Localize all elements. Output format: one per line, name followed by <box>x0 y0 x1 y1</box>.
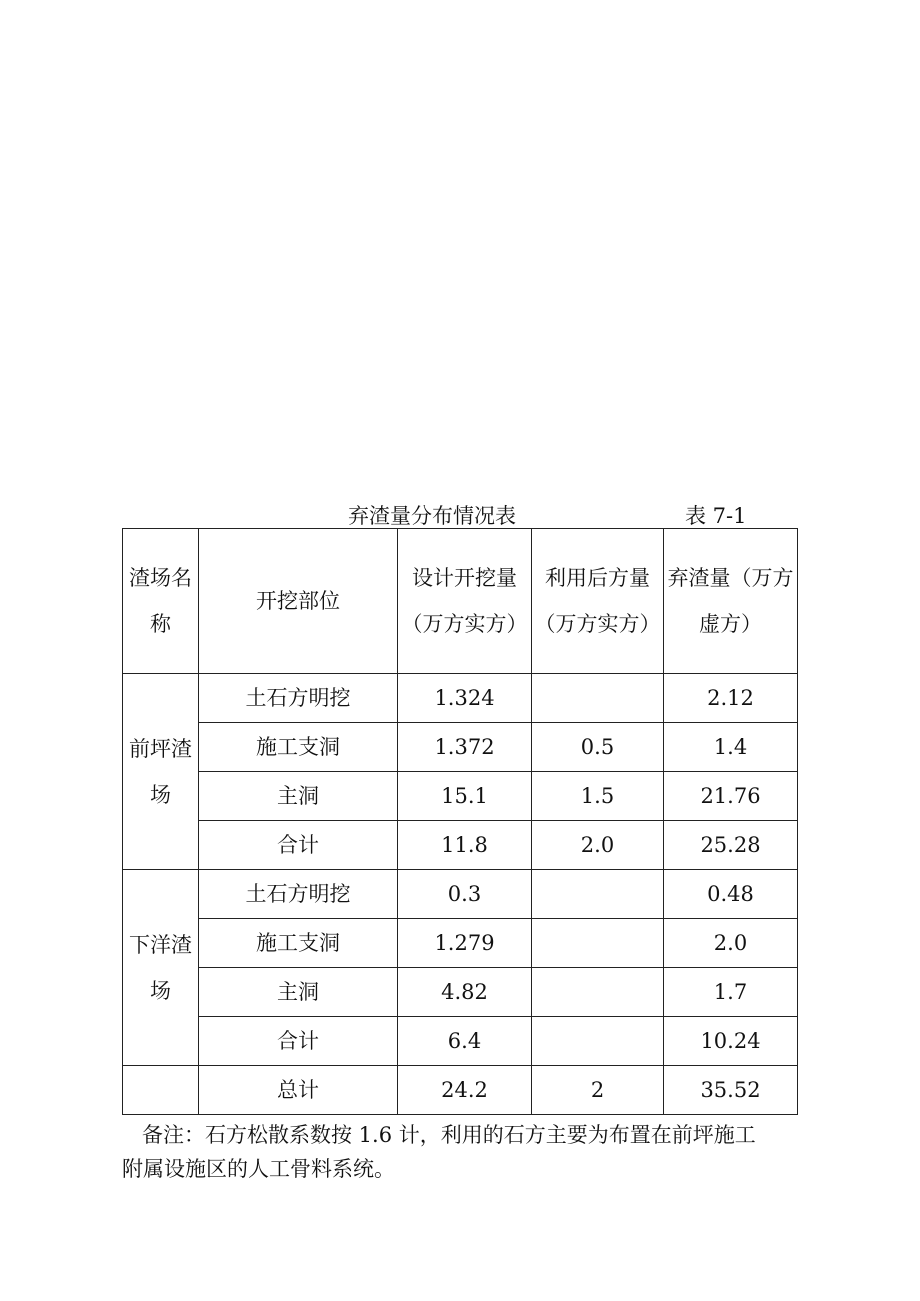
site-cell: 下洋渣场 <box>123 870 199 1066</box>
design-cell: 15.1 <box>398 772 532 821</box>
waste-distribution-table <box>122 528 798 1115</box>
design-cell: 1.372 <box>398 723 532 772</box>
part-cell: 施工支洞 <box>199 723 398 772</box>
waste-cell: 21.76 <box>664 772 798 821</box>
part-cell: 土石方明挖 <box>199 674 398 723</box>
table-row <box>123 723 798 772</box>
design-cell: 1.324 <box>398 674 532 723</box>
part-cell: 合计 <box>199 1017 398 1066</box>
header-row <box>123 529 798 674</box>
design-cell: 4.82 <box>398 968 532 1017</box>
site-cell: 前坪渣场 <box>123 674 199 870</box>
waste-cell: 35.52 <box>664 1066 798 1115</box>
site-cell <box>123 1066 199 1115</box>
waste-cell: 25.28 <box>664 821 798 870</box>
after-cell: 0.5 <box>532 723 664 772</box>
part-cell: 合计 <box>199 821 398 870</box>
design-cell: 11.8 <box>398 821 532 870</box>
design-cell: 1.279 <box>398 919 532 968</box>
after-cell <box>532 919 664 968</box>
table-row <box>123 674 798 723</box>
after-cell <box>532 870 664 919</box>
waste-cell: 1.7 <box>664 968 798 1017</box>
header-waste: 弃渣量（万方虚方） <box>664 529 798 674</box>
table-number: 表 7-1 <box>685 504 747 528</box>
table-row <box>123 919 798 968</box>
table-note: 备注：石方松散系数按 1.6 计，利用的石方主要为布置在前坪施工附属设施区的人工骨料系统。 <box>122 1123 756 1181</box>
design-cell: 24.2 <box>398 1066 532 1115</box>
header-site: 渣场名称 <box>123 529 199 674</box>
after-cell: 1.5 <box>532 772 664 821</box>
after-cell: 2.0 <box>532 821 664 870</box>
table-caption <box>122 498 797 528</box>
waste-cell: 2.12 <box>664 674 798 723</box>
table-row <box>123 772 798 821</box>
waste-cell: 10.24 <box>664 1017 798 1066</box>
header-part: 开挖部位 <box>199 529 398 674</box>
design-cell: 6.4 <box>398 1017 532 1066</box>
part-cell: 土石方明挖 <box>199 870 398 919</box>
header-design: 设计开挖量（万方实方） <box>398 529 532 674</box>
waste-cell: 1.4 <box>664 723 798 772</box>
header-after: 利用后方量（万方实方） <box>532 529 664 674</box>
waste-cell: 0.48 <box>664 870 798 919</box>
table-row <box>123 821 798 870</box>
after-cell <box>532 968 664 1017</box>
part-cell: 总计 <box>199 1066 398 1115</box>
table-row <box>123 1017 798 1066</box>
after-cell <box>532 1017 664 1066</box>
after-cell <box>532 674 664 723</box>
part-cell: 主洞 <box>199 968 398 1017</box>
part-cell: 施工支洞 <box>199 919 398 968</box>
table-row <box>123 870 798 919</box>
design-cell: 0.3 <box>398 870 532 919</box>
part-cell: 主洞 <box>199 772 398 821</box>
table-title: 弃渣量分布情况表 <box>348 504 516 528</box>
waste-cell: 2.0 <box>664 919 798 968</box>
total-row <box>123 1066 798 1115</box>
after-cell: 2 <box>532 1066 664 1115</box>
table-row <box>123 968 798 1017</box>
